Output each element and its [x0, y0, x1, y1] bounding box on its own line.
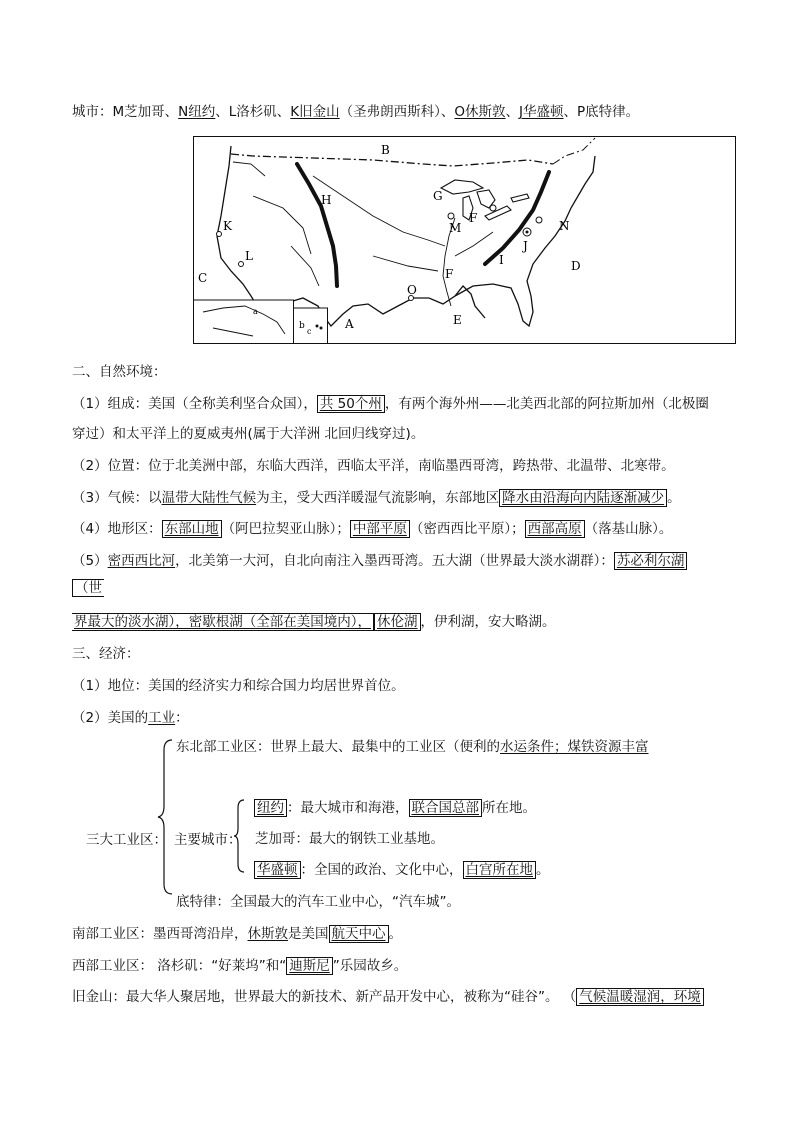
para-rivers-lakes	[72, 551, 687, 571]
boxed-eastern-mountains: 东部山地	[162, 520, 222, 538]
map-label-e: E	[453, 313, 462, 327]
text: 是美国	[288, 926, 329, 942]
map-label-k: K	[223, 219, 232, 233]
text: （落基山脉）。	[584, 521, 673, 537]
text: ，北美第一大河，自北向南注入墨西哥湾。五大湖（世界最大淡水湖群）：	[175, 553, 614, 569]
text: 穿过）和太平洋上的夏威夷州(属于大洋洲 北回归线穿过)。	[72, 426, 425, 442]
boxed-un-hq: 联合国总部	[409, 799, 483, 817]
para-climate	[72, 488, 681, 508]
map-label-h: H	[321, 193, 332, 207]
text: （密西西比平原）；	[409, 521, 525, 537]
text: 东北部工业区：世界上最大、最集中的工业区（便利的	[176, 739, 500, 755]
text: 。	[388, 926, 402, 942]
city-marker-losangeles	[239, 262, 244, 267]
boxed-white-house: 白宫所在地	[463, 861, 537, 879]
underlined-industry: 工业	[148, 710, 176, 726]
underlined-climate: 温带大陆性气候	[161, 490, 257, 506]
map-label-d: D	[571, 259, 581, 273]
map-label-i: I	[499, 253, 504, 267]
boxed-washington: 华盛顿	[254, 861, 301, 879]
text: （2）美国的	[72, 710, 149, 726]
city-n: N纽约	[178, 104, 216, 120]
text: （5）	[72, 553, 108, 569]
main-cities-label: 主要城市：	[174, 832, 242, 848]
boxed-50-states: 共 50个州	[317, 395, 385, 413]
capital-dot	[526, 231, 529, 234]
map-label-a: A	[345, 317, 354, 331]
section-title-text: 三、经济：	[72, 646, 140, 662]
boxed-precipitation: 降水由沿海向内陆逐渐减少	[499, 489, 667, 507]
text: 西部工业区： 洛杉矶：“好莱坞”和“	[72, 958, 287, 974]
three-industrial-regions: 三大工业区：	[86, 832, 167, 848]
section-title-economy	[72, 644, 140, 664]
boxed-lake-superior: 苏必利尔湖	[614, 552, 688, 570]
text: 南部工业区：墨西哥湾沿岸，	[72, 926, 248, 942]
text: （2）位置：位于北美洲中部，东临大西洋，西临太平洋，南临墨西哥湾，跨热带、北温带、北寒带。	[72, 458, 675, 474]
text: 。	[536, 862, 550, 878]
city-o: O休斯敦	[454, 104, 506, 120]
para-composition	[72, 394, 709, 414]
text: ，有两个海外州——北美西北部的阿拉斯加州（北极圈	[384, 396, 709, 412]
boxed-newyork: 纽约	[254, 799, 287, 817]
usa-map	[193, 136, 736, 344]
city-marker-sanfrancisco	[217, 232, 222, 237]
text: 底特律：全国最大的汽车工业中心，“汽车城”。	[176, 894, 460, 910]
city-k: K旧金山	[290, 104, 340, 120]
section-title-text: 二、自然环境：	[72, 364, 167, 380]
text: ：全国的政治、文化中心，	[300, 862, 463, 878]
text: 旧金山：最大华人聚居地，世界最大的新技术、新产品开发中心，被称为“硅谷”。 （	[72, 989, 577, 1005]
city-p: 、P底特律。	[563, 104, 640, 120]
boxed-western-plateau: 西部高原	[525, 520, 585, 538]
text: ”乐园故乡。	[332, 958, 408, 974]
boxed-lake-huron: 休伦湖	[374, 613, 421, 631]
para-landforms	[72, 519, 672, 539]
map-label-l: L	[245, 249, 253, 263]
boxed-central-plain: 中部平原	[350, 520, 410, 538]
city-m: M芝加哥、	[112, 104, 179, 120]
cities-prefix: 城市：	[72, 104, 113, 120]
city-marker-detroit	[490, 205, 496, 211]
tree-detroit	[176, 892, 460, 912]
city-marker-newyork	[536, 217, 542, 223]
para-industry	[72, 708, 189, 728]
map-label-o: O	[407, 283, 417, 297]
text: （阿巴拉契亚山脉）；	[221, 521, 350, 537]
text: 芝加哥：最大的钢铁工业基地。	[255, 831, 444, 847]
boxed-climate-env: 气候温暖湿润，环境	[576, 988, 704, 1006]
cities-sep: 、	[215, 104, 229, 120]
city-marker-chicago	[448, 213, 454, 219]
para-west-region	[72, 956, 407, 976]
map-label-m: M	[449, 221, 462, 235]
para-location	[72, 456, 675, 476]
para-rivers-lakes-cont	[72, 612, 556, 632]
map-label-inset-b: b	[299, 321, 305, 331]
map-label-j: J	[523, 239, 528, 253]
map-label-inset-c: c	[307, 327, 312, 336]
para-status	[72, 676, 405, 696]
map-label-b: B	[381, 143, 390, 157]
tree-chicago	[255, 829, 444, 849]
para-composition-cont	[72, 424, 424, 444]
city-j: J华盛顿	[519, 104, 564, 120]
text: 所在地。	[482, 800, 536, 816]
text: ，伊利湖，安大略湖。	[420, 614, 556, 630]
tree-main-cities	[174, 830, 242, 850]
tree-newyork	[254, 798, 536, 818]
tree-northeast	[176, 737, 649, 757]
cities-line	[72, 102, 639, 122]
boxed-disney: 迪斯尼	[286, 957, 333, 975]
boxed-lake-superior-cont: （世	[72, 579, 104, 597]
underlined-houston: 休斯敦	[247, 926, 288, 942]
map-label-c: C	[198, 271, 208, 285]
tree-root	[86, 830, 167, 850]
city-k-note: （圣弗朗西斯科）、	[339, 104, 455, 120]
map-label-f1: F	[469, 211, 478, 225]
text: （3）气候：以	[72, 490, 162, 506]
section-title-nature	[72, 362, 167, 382]
map-label-f2: F	[445, 267, 454, 281]
boxed-space-center: 航天中心	[329, 925, 389, 943]
map-label-n: N	[559, 219, 570, 233]
tree-washington	[254, 860, 550, 880]
underlined-mississippi: 密西西比河	[107, 553, 176, 569]
city-l: L洛杉矶、	[228, 104, 291, 120]
text: 。	[667, 490, 681, 506]
cities-sep: 、	[505, 104, 520, 120]
map-label-g: G	[433, 189, 443, 203]
boxed-lake-michigan: 界最大的淡水湖），密歇根湖（全部在美国境内），	[72, 613, 374, 631]
hawaii-island	[320, 327, 323, 330]
para-south-region	[72, 924, 402, 944]
text: ：	[175, 710, 189, 726]
para-rivers-lakes-wrap	[72, 578, 104, 598]
map-label-inset-a: a	[253, 307, 258, 316]
text: （4）地形区：	[72, 521, 162, 537]
text: （1）地位：美国的经济实力和综合国力均居世界首位。	[72, 678, 405, 694]
para-san-francisco	[72, 987, 704, 1007]
underlined-conditions: 水运条件；煤铁资源丰富	[500, 739, 649, 755]
text: ：最大城市和海港，	[287, 800, 409, 816]
outer-brace	[156, 738, 174, 896]
text: （1）组成：美国（全称美利坚合众国），	[72, 396, 317, 412]
hawaii-island	[316, 325, 319, 328]
text: 为主，受大西洋暖湿气流影响，东部地区	[256, 490, 500, 506]
